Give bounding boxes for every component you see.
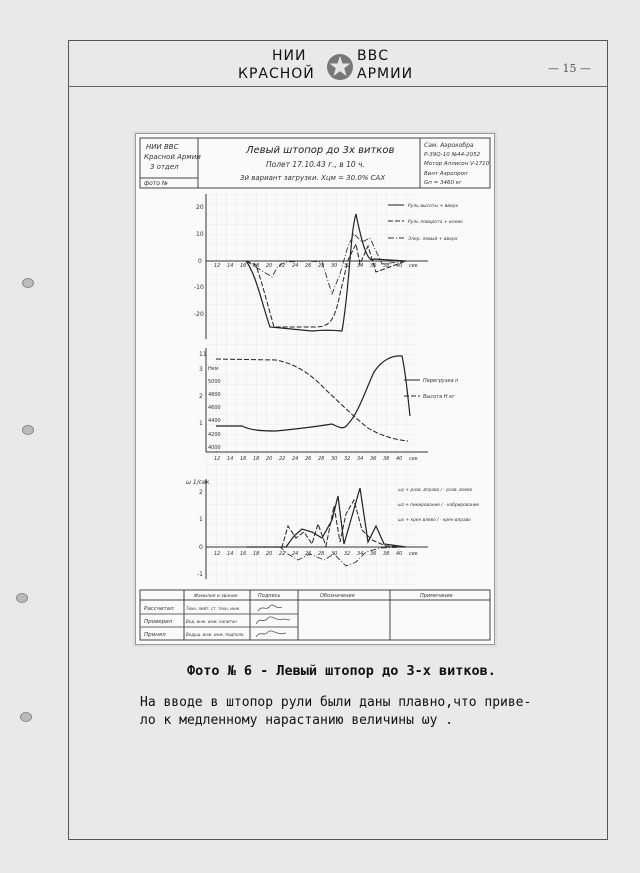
chart3-xtick-5: 22 (279, 551, 286, 557)
chart3-xtick-15: сек (409, 551, 418, 557)
signature-3 (256, 631, 286, 637)
c3-legend-0: ωy + разв. вправо / - разв. влево (398, 488, 473, 493)
c1-legend-0: Руль высоты + вверх (408, 204, 459, 209)
chart1-xtick-13: 38 (383, 263, 390, 269)
chart-photograph (135, 133, 495, 645)
table-row-0-label: Рассчитал (144, 606, 174, 612)
chart3-xtick-7: 26 (305, 551, 312, 557)
aircraft-line-4: Винт Аэропроп (424, 171, 468, 177)
c3-ylabel: ω 1/сек (186, 479, 210, 486)
chart3-xtick-9: 30 (331, 551, 338, 557)
chart2-xtick-13: 38 (383, 456, 390, 462)
c1-ytick-1: 10 (196, 231, 204, 238)
chart1-xtick-5: 22 (279, 263, 286, 269)
c1-ytick-4: -20 (194, 311, 204, 318)
c1-ytick-2: 0 (198, 258, 202, 265)
table-header-2: Обозначения (320, 593, 355, 599)
chart1-xtick-8: 28 (318, 263, 325, 269)
chart3-xtick-6: 24 (292, 551, 299, 557)
chart3-xtick-10: 32 (344, 551, 351, 557)
header-vvs: ВВС (357, 48, 389, 64)
red-star-emblem-icon (325, 52, 355, 82)
chart2-xtick-0: 12 (214, 456, 221, 462)
stamp-line-2: Красной Армии (144, 153, 201, 161)
c2-ytick-a2: 4800 (208, 392, 221, 398)
stamp-line-4: фото № (144, 180, 169, 187)
c3-ytick-1: 1 (199, 516, 203, 523)
c3-legend-1: ωz + пикирование / - кабрирование (398, 503, 480, 508)
c2-legend-0: Перегрузка n (423, 378, 459, 384)
table-row-1-label: Проверил (144, 619, 173, 625)
stamp-line-3: 3 отдел (150, 163, 179, 171)
chart2-xtick-1: 14 (227, 456, 234, 462)
note-line-2: ло к медленному нарастанию величины ωy . (140, 713, 454, 728)
grid-area (206, 190, 416, 585)
chart2-xtick-10: 32 (344, 456, 351, 462)
chart2-xtick-6: 24 (292, 456, 299, 462)
chart2-xtick-3: 18 (253, 456, 260, 462)
photo-caption: Фото № 6 - Левый штопор до 3-х витков. (187, 663, 496, 679)
note-line-1: На вводе в штопор рули были даны плавно,что приве- (140, 695, 532, 710)
chart1-xtick-4: 20 (266, 263, 273, 269)
signature-1 (258, 605, 282, 611)
table-row-2-who: Ведущ. инж. инж.-подполк. (186, 632, 245, 637)
aircraft-line-3: Мотор Аллисон V-1710 (424, 161, 490, 167)
punch-hole-4 (20, 712, 32, 722)
chart-title: Левый штопор до 3х витков (246, 145, 395, 156)
chart1-xtick-3: 18 (253, 263, 260, 269)
c2-ytick-t0: 11 (199, 351, 207, 358)
chart-subtitle-2: 3й вариант загрузки. Xцм = 30.0% САХ (240, 174, 386, 182)
chart1-xtick-9: 30 (331, 263, 338, 269)
punch-hole-3 (16, 593, 28, 603)
chart3-xtick-2: 16 (240, 551, 247, 557)
c2-ytick-a6: 4000 (208, 445, 221, 451)
chart2-xtick-15: сек (409, 456, 418, 462)
table-row-0-who: Техн. лейт. ст. техн. инж. (186, 606, 241, 611)
chart1-xtick-12: 36 (370, 263, 377, 269)
chart2-xtick-7: 26 (305, 456, 312, 462)
chart3-xtick-14: 40 (396, 551, 403, 557)
c3-ytick-3: -1 (197, 571, 203, 578)
chart1-xtick-7: 26 (305, 263, 312, 269)
c2-legend-1: Высота H кг (423, 394, 455, 400)
aircraft-line-5: Gп = 3460 кг (424, 180, 462, 186)
chart3-xtick-3: 18 (253, 551, 260, 557)
chart2-xtick-11: 34 (357, 456, 364, 462)
c2-ytick-t3: 1 (199, 420, 203, 427)
chart2-xtick-14: 40 (396, 456, 403, 462)
chart1-xtick-0: 12 (214, 263, 221, 269)
chart1-xtick-2: 16 (240, 263, 247, 269)
table-header-0: Фамилия и звание (194, 594, 238, 599)
chart2-xtick-8: 28 (318, 456, 325, 462)
c1-ytick-3: -10 (194, 284, 204, 291)
header-krasnoy: КРАСНОЙ (238, 66, 315, 82)
c3-legend-2: ωx + крен влево / - крен вправо (398, 518, 471, 523)
c2-ytick-a3: 4600 (208, 405, 221, 411)
header-nii: НИИ (272, 48, 307, 64)
chart2-xtick-4: 20 (266, 456, 273, 462)
header-rule (68, 86, 608, 87)
c1-legend-2: Элер. левый + вверх (408, 237, 458, 242)
chart3-xtick-12: 36 (370, 551, 377, 557)
c3-ytick-2: 0 (199, 544, 203, 551)
chart-subtitle-1: Полет 17.10.43 г., в 10 ч. (266, 160, 365, 169)
chart1-xtick-15: сек (409, 263, 418, 269)
stamp-line-1: НИИ ВВС (146, 143, 179, 151)
chart2-xtick-2: 16 (240, 456, 247, 462)
chart-sheet (136, 134, 494, 644)
chart3-xtick-8: 28 (318, 551, 325, 557)
chart3-xtick-13: 38 (383, 551, 390, 557)
c2-ytick-a1: 5000 (208, 379, 221, 385)
table-header-1: Подпись (258, 593, 281, 599)
signature-2 (256, 617, 290, 624)
chart1-xtick-6: 24 (292, 263, 299, 269)
chart1-xtick-1: 14 (227, 263, 234, 269)
table-row-2-label: Принял (144, 632, 166, 638)
chart2-xtick-5: 22 (279, 456, 286, 462)
c2-ytick-a0: Нкм (208, 366, 219, 372)
c1-ytick-0: 20 (196, 204, 204, 211)
signature-table (140, 590, 490, 640)
chart2-xtick-12: 36 (370, 456, 377, 462)
chart3-xtick-1: 14 (227, 551, 234, 557)
chart3-xtick-0: 12 (214, 551, 221, 557)
punch-hole-1 (22, 278, 34, 288)
table-header-3: Примечание (420, 593, 453, 599)
c1-legend-1: Руль поворота + влево (408, 220, 463, 225)
c2-ytick-a4: 4400 (208, 418, 221, 424)
aircraft-line-2: Р-39Q-10 №44-2052 (424, 152, 481, 158)
header-armii: АРМИИ (357, 66, 414, 82)
punch-hole-2 (22, 425, 34, 435)
chart1-xtick-11: 34 (357, 263, 364, 269)
page-number: — 15 — (548, 62, 591, 75)
chart3-xtick-4: 20 (266, 551, 273, 557)
c3-ytick-0: 2 (199, 489, 203, 496)
c2-ytick-t2: 2 (199, 393, 203, 400)
chart2-xtick-9: 30 (331, 456, 338, 462)
chart1-xtick-10: 32 (344, 263, 351, 269)
table-row-1-who: Вед. инж. инж.-капитан (186, 619, 237, 624)
aircraft-line-1: Сам. Аэрокобра (424, 142, 474, 149)
c2-ytick-a5: 4200 (208, 432, 221, 438)
c2-ytick-t1: 3 (199, 366, 203, 373)
chart1-xtick-14: 40 (396, 263, 403, 269)
chart3-xtick-11: 34 (357, 551, 364, 557)
